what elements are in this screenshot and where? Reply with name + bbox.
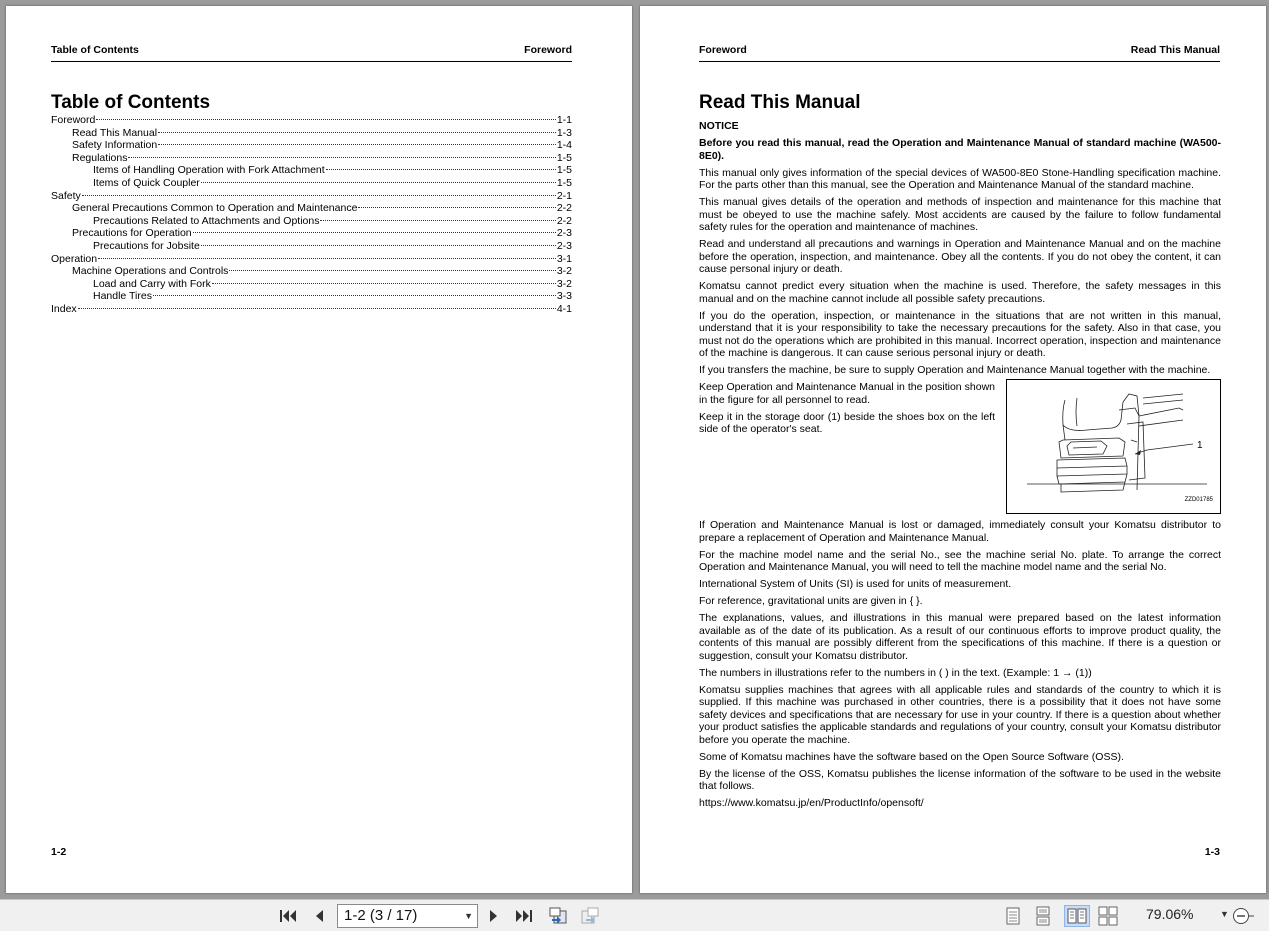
toc-entry-title: Regulations: [72, 151, 128, 164]
page-number: 1-3: [1204, 846, 1220, 858]
figure-row: [699, 381, 1221, 514]
toc-entry-title: Items of Quick Coupler: [93, 176, 200, 189]
toc-leader-dots: [229, 270, 555, 271]
zoom-level[interactable]: 79.06%: [1146, 906, 1194, 922]
toc-entry-title: Safety Information: [72, 139, 158, 152]
header-right-label: Read This Manual: [1130, 44, 1220, 56]
page-title: Read This Manual: [699, 92, 861, 113]
toc-entry-title: Handle Tires: [93, 290, 152, 303]
toc-leader-dots: [158, 132, 556, 133]
toc-entry-page: 2-1: [556, 189, 572, 202]
toc-entry-page: 2-3: [556, 239, 572, 252]
body-paragraph: Some of Komatsu machines have the software based on the Open Source Software (OSS).: [699, 750, 1124, 763]
page-header: [699, 44, 1220, 62]
toc-entry-page: 1-5: [556, 151, 572, 164]
toc-entry-title: Load and Carry with Fork: [93, 277, 211, 290]
toc-entry-page: 3-3: [556, 290, 572, 303]
body-paragraph: Komatsu cannot predict every situation when the machine is used. Therefore, the safety messages in this manual and on the machine cannot include all possible safety precautions.: [699, 280, 1221, 305]
header-left-label: Table of Contents: [51, 44, 139, 56]
page-number: 1-2: [51, 846, 67, 858]
body-paragraph: For the machine model name and the serial No., see the machine serial No. plate. To arrange the correct Operation and Maintenance Manual, you will need to tell the machine model name and the serial No.: [699, 548, 1221, 574]
toc-entry[interactable]: [51, 164, 572, 177]
toc-entry-page: 2-3: [556, 227, 572, 240]
toc-entry[interactable]: [51, 139, 572, 152]
toc-entry-title: General Precautions Common to Operation and Maintenance: [72, 202, 358, 215]
toc-entry-title: Machine Operations and Controls: [72, 265, 229, 278]
toc-entry-title: Precautions Related to Attachments and Options: [93, 214, 320, 227]
next-page-icon[interactable]: [483, 905, 505, 927]
go-back-icon[interactable]: [547, 905, 569, 927]
page-body: [699, 120, 1221, 814]
body-paragraph: If Operation and Maintenance Manual is lost or damaged, immediately consult your Komatsu distributor to prepare a replacement of Operation and Maintenance Manual.: [699, 519, 1221, 544]
body-paragraph: Read and understand all precautions and warnings in Operation and Maintenance Manual and on the machine before the operation, inspection, and maintenance. Obey all the contents. If you do not obey the content, it can cause personal injury or death.: [699, 238, 1221, 276]
toc-leader-dots: [320, 220, 555, 221]
toc-entry[interactable]: [51, 215, 572, 228]
single-page-view-icon[interactable]: [1002, 905, 1024, 927]
body-paragraph: Keep it in the storage door (1) beside the shoes box on the left side of the operator's seat.: [699, 410, 995, 436]
toc-leader-dots: [158, 144, 556, 145]
toc-entry[interactable]: [51, 177, 572, 190]
toc-entry-title: Precautions for Jobsite: [93, 239, 200, 252]
toc-entry-title: Safety: [51, 189, 81, 202]
figure-code: ZZD01785: [1184, 496, 1213, 503]
toc-entry-page: 1-5: [556, 164, 572, 177]
toc-entry-title: Operation: [51, 252, 98, 265]
notice-heading: NOTICE: [699, 120, 739, 132]
go-forward-icon[interactable]: [579, 905, 601, 927]
two-page-view-icon[interactable]: [1064, 905, 1090, 927]
zoom-out-icon[interactable]: [1232, 905, 1254, 927]
toc-leader-dots: [98, 258, 556, 259]
toc-entry-title: Read This Manual: [72, 126, 158, 139]
body-paragraph: The explanations, values, and illustrations in this manual were prepared based on the latest information available as of the date of its publication. As a result of our continuous efforts to improve product quality, the contents of this manual are possibly different from the specifications of this machine. If there is a question or suggestion, consult your Komatsu distributor.: [699, 612, 1221, 662]
toc-entry[interactable]: [51, 290, 572, 303]
page-left: [6, 6, 632, 893]
toc-entry-title: Precautions for Operation: [72, 227, 192, 240]
body-paragraph: The numbers in illustrations refer to the numbers in ( ) in the text. (Example: 1 → (1)): [699, 666, 1092, 679]
toc-leader-dots: [153, 295, 556, 296]
toc-entry[interactable]: [51, 227, 572, 240]
toc-entry-page: 3-1: [556, 252, 572, 265]
header-left-label: Foreword: [699, 44, 747, 56]
header-right-label: Foreword: [524, 44, 572, 56]
page-number-field[interactable]: [337, 904, 478, 928]
table-of-contents: [51, 114, 572, 316]
toc-entry-page: 2-2: [556, 202, 572, 215]
toc-leader-dots: [96, 119, 555, 120]
first-page-icon[interactable]: [277, 905, 299, 927]
toc-entry[interactable]: [51, 127, 572, 140]
toc-entry[interactable]: [51, 303, 572, 316]
figure-text: [699, 381, 995, 514]
paragraphs-before-figure: [699, 167, 1221, 377]
page-number-value: 1-2 (3 / 17): [344, 907, 418, 924]
chevron-down-icon[interactable]: ▼: [464, 911, 473, 921]
toc-leader-dots: [212, 283, 556, 284]
toc-leader-dots: [201, 245, 556, 246]
toc-entry-page: 2-2: [556, 214, 572, 227]
toc-entry-title: Index: [51, 302, 77, 315]
toc-leader-dots: [128, 157, 555, 158]
notice-text: Before you read this manual, read the Operation and Maintenance Manual of standard machine (WA500-8E0).: [699, 137, 1221, 162]
last-page-icon[interactable]: [513, 905, 535, 927]
toc-leader-dots: [82, 195, 556, 196]
body-paragraph: This manual only gives information of the special devices of WA500-8E0 Stone-Handling specification machine. For the parts other than this manual, see the Operation and Maintenance Manual of the standard machine.: [699, 166, 1221, 192]
toc-leader-dots: [326, 169, 556, 170]
paragraphs-after-figure: [699, 519, 1221, 810]
body-paragraph: Keep Operation and Maintenance Manual in the position shown in the figure for all personnel to read.: [699, 381, 995, 406]
toc-entry-page: 1-5: [556, 176, 572, 189]
figure-callout-label: 1: [1197, 440, 1203, 452]
toc-entry-page: 1-3: [556, 126, 572, 139]
toc-entry[interactable]: [51, 114, 572, 127]
body-paragraph: International System of Units (SI) is used for units of measurement.: [699, 578, 1012, 591]
toc-entry[interactable]: [51, 152, 572, 165]
figure-illustration: [1006, 379, 1221, 514]
toc-entry[interactable]: [51, 240, 572, 253]
toc-leader-dots: [193, 232, 556, 233]
toc-entry[interactable]: [51, 202, 572, 215]
body-paragraph: https://www.komatsu.jp/en/ProductInfo/opensoft/: [699, 797, 924, 810]
toc-entry-title: Items of Handling Operation with Fork Attachment: [93, 164, 325, 177]
toc-entry-page: 4-1: [556, 302, 572, 315]
toc-entry-page: 3-2: [556, 277, 572, 290]
page-title: Table of Contents: [51, 92, 211, 113]
toc-entry[interactable]: [51, 265, 572, 278]
body-paragraph: By the license of the OSS, Komatsu publishes the license information of the software to be used in the website that follows.: [699, 767, 1221, 793]
toc-leader-dots: [201, 182, 556, 183]
body-paragraph: If you transfers the machine, be sure to supply Operation and Maintenance Manual together with the machine.: [699, 364, 1211, 377]
toc-entry-page: 1-1: [556, 114, 572, 126]
toc-leader-dots: [78, 308, 556, 309]
page-header: [51, 44, 572, 62]
toc-entry-page: 3-2: [556, 265, 572, 278]
two-page-continuous-view-icon[interactable]: [1097, 905, 1119, 927]
toc-entry[interactable]: [51, 253, 572, 266]
continuous-view-icon[interactable]: [1032, 905, 1054, 927]
navigation-toolbar: [0, 899, 1269, 931]
body-paragraph: If you do the operation, inspection, or maintenance in the situations that are not written in this manual, understand that it is your responsibility to take the necessary precautions for the safety. Also in that case, you must not do the operations which are prohibited in this manual. Incorrect operation, inspection and maintenance of the machine is dangerous. It can cause serious personal injury or death.: [699, 309, 1221, 360]
toc-entry-title: Foreword: [51, 114, 96, 126]
toc-entry[interactable]: [51, 190, 572, 203]
zoom-dropdown-icon[interactable]: ▼: [1220, 909, 1229, 919]
body-paragraph: This manual gives details of the operation and methods of inspection and maintenance for this machine that must be obeyed to use the machine safely. Most accidents are caused by the failure to follow fundamental safety rules for the operation and maintenance of machines.: [699, 196, 1221, 234]
body-paragraph: Komatsu supplies machines that agrees with all applicable rules and standards of the country to which it is supplied. If this machine was purchased in other countries, there is a possibility that it does not have some safety devices and specifications that are necessary for use in your country. If there is a question about whether your product satisfies the applicable standards and regulations of your country, consult your Komatsu distributor before you operate the machine.: [699, 683, 1221, 746]
toc-entry[interactable]: [51, 278, 572, 291]
page-right: [640, 6, 1266, 893]
body-paragraph: For reference, gravitational units are given in { }.: [699, 595, 923, 608]
toc-leader-dots: [358, 207, 555, 208]
toc-entry-page: 1-4: [556, 139, 572, 152]
prev-page-icon[interactable]: [308, 905, 330, 927]
